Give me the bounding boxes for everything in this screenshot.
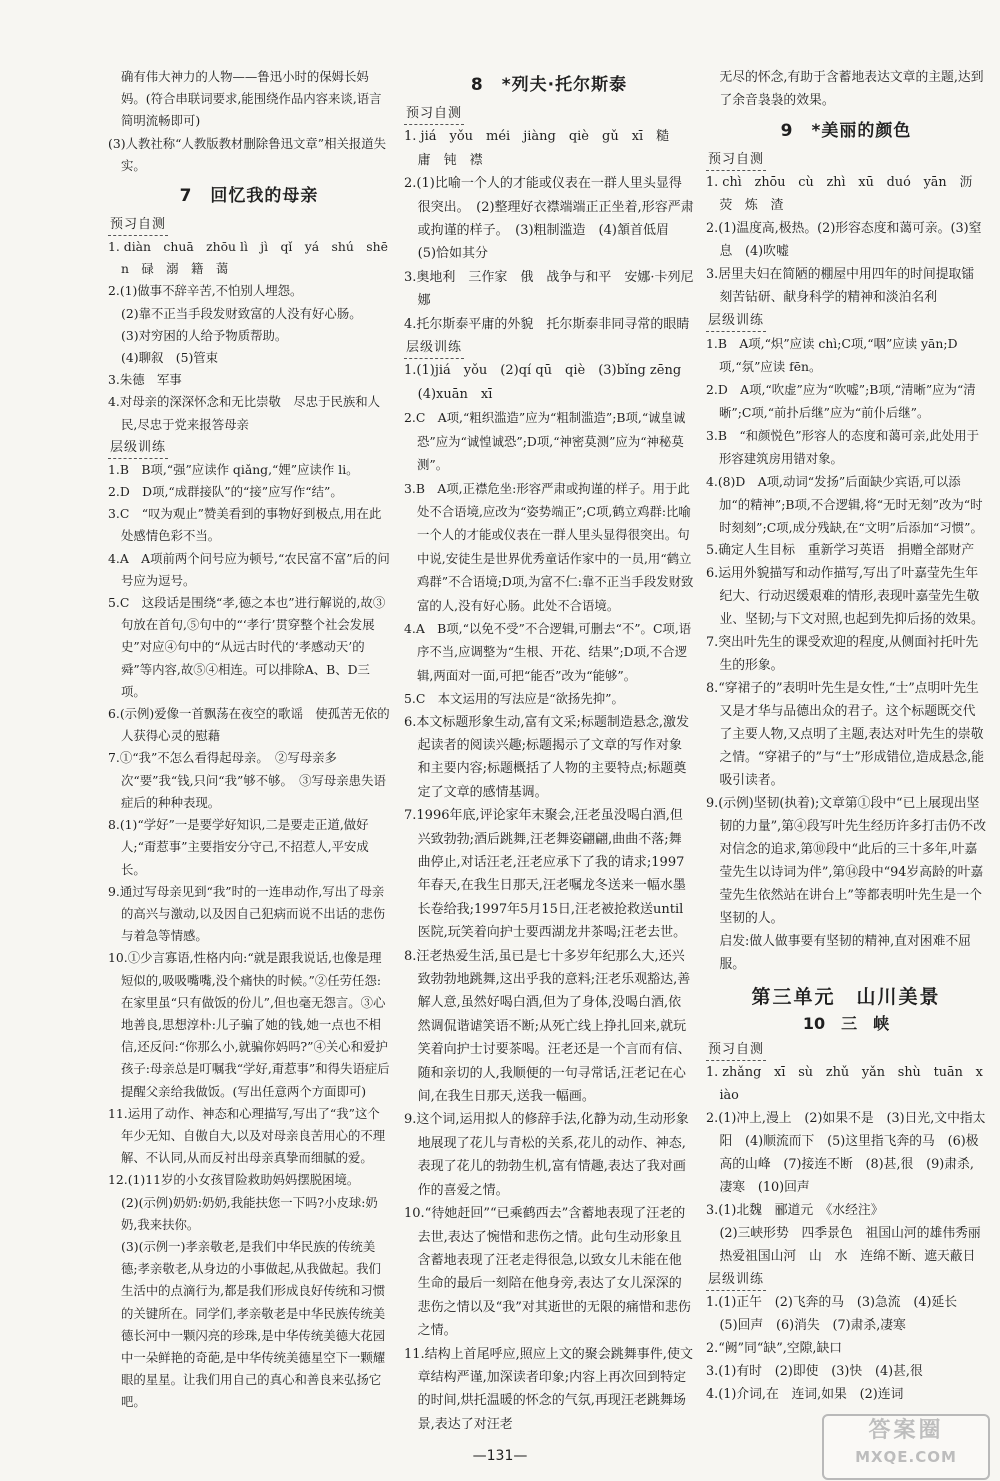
answer-item: (3)(示例一)孝亲敬老,是我们中华民族的传统美德;孝亲敬老,从身边的小事做起,从我做起。我们生活中的点滴行为,都是我们形成良好传统和习惯的关键所在。同学们,孝亲敬老是中华民族传统美德长河中一颗闪亮的珍珠,是中华传统美德大花园中一朵鲜艳的奇葩,是中华传统美德星空下一颗耀眼的星星。让我们用自己的真心和善良来弘扬它吧。 bbox=[121, 1238, 386, 1410]
section-label-training: 层级训练 bbox=[706, 311, 766, 332]
answer-item: 4.(8)D A项,动词“发扬”后面缺少宾语,可以添加“的精神”;B项,不合逻辑,将“无时无刻”改为“时时刻刻”;C项,成分残缺,在“文明”后添加“习惯”。 bbox=[706, 474, 983, 535]
watermark-text: 答案圈 bbox=[868, 1418, 944, 1443]
answer-item: 5.C 这段话是围绕“孝,德之本也”进行解说的,故③句放在首句,⑤句中的“‘孝行’贯穿整个社会发展史”对应④句中的“从远古时代的‘孝感动天’的舜”等内容,故⑤④相连。可以排除A、B、D三项。 bbox=[108, 595, 386, 699]
answer-item: 1. chì zhōu cù zhì xū duó yān 沥 荧 炼 渣 bbox=[706, 175, 986, 213]
answer-item: 7.①“我”不怎么看得起母亲。 ②写母亲多次“要”我“钱,只问“我”够不够。 ③写母亲患失语症后的种种表现。 bbox=[108, 750, 386, 810]
answer-item: 10.“待她赶回”“已乘鹤西去”含蓄地表现了汪老的去世,表达了惋惜和悲伤之情。此句生动形象且含蓄地表现了汪老走得很急,以致女儿未能在他生命的最后一刻陪在他身旁,表达了女儿深深的悲伤之情以及“我”对其逝世的无限的痛惜和悲伤之情。 bbox=[404, 1206, 691, 1339]
answer-item: 4.A B项,“以免不受”不合逻辑,可删去“不”。C项,语序不当,应调整为“生根、开花、结果”;D项,不合逻辑,两面对一面,可把“能否”改为“能够”。 bbox=[404, 620, 692, 683]
answer-item: 2.C A项,“粗织滥造”应为“粗制滥造”;B项,“诚皇诚恐”应为“诚惶诚恐”;D项,“神密莫测”应为“神秘莫测”。 bbox=[404, 410, 686, 473]
answer-item: 1.(1)jiá yǒu (2)qí qū qiè (3)bǐng zēng (4)xuān xī bbox=[404, 363, 695, 402]
answer-item: 启发:做人做事要有坚韧的精神,直对困难不屈服。 bbox=[719, 934, 971, 972]
answer-item: 2.(1)温度高,极热。(2)形容态度和蔼可亲。(3)窒息 (4)吹嘘 bbox=[706, 221, 982, 259]
answer-item: 9.通过写母亲见到“我”时的一连串动作,写出了母亲的高兴与激动,以及因自己犯病而说不出话的悲伤与着急等情感。 bbox=[108, 883, 386, 944]
answer-item: 4.对母亲的深深怀念和无比崇敬 尽忠于民族和人民,尽忠于党来报答母亲 bbox=[108, 394, 381, 432]
answer-item: 3.B “和颜悦色”形容人的态度和蔼可亲,此处用于形容建筑房用错对象。 bbox=[706, 428, 979, 466]
answer-item: 12.(1)11岁的小女孩冒险救助妈妈摆脱困境。 bbox=[108, 1172, 360, 1188]
answer-item: 2.(1)冲上,漫上 (2)如果不是 (3)日光,文中指太阳 (4)顺流而下 (5)这里指飞奔的马 (6)极高的山峰 (7)接连不断 (8)甚,很 (9)肃杀,凄寒 (10)回声 bbox=[706, 1111, 986, 1195]
answer-item: 1.B B项,“强”应读作 qiǎng,“娌”应读作 li。 bbox=[108, 461, 359, 477]
answer-item: (2)(示例)奶奶:奶奶,我能扶您一下吗?小皮球:奶奶,我来扶你。 bbox=[121, 1194, 378, 1232]
column-middle bbox=[404, 66, 694, 1436]
answer-item: 3.B A项,正襟危坐:形容严肃或拘谨的样子。用于此处不合语境,应改为“姿势端正”;C项,鹤立鸡群:比喻一个人的才能或仪表在一群人里头显得很突出。句中说,安徒生是世界优秀童话作家中的一员,用“鹤立鸡群”不合语境;D项,为富不仁:靠不正当手段发财致富的人,没有好心肠。此处不合语境。 bbox=[404, 480, 694, 613]
lesson-title: 7 回忆我的母亲 bbox=[179, 186, 319, 207]
answer-item: 9.这个词,运用拟人的修辞手法,化静为动,生动形象地展现了花儿与青松的关系,花儿的动作、神态,表现了花儿的勃勃生机,富有情趣,表达了我对画作的喜爱之情。 bbox=[404, 1112, 689, 1198]
answer-item: (4)聊叙 (5)管束 bbox=[121, 350, 219, 366]
answer-item: 1.(1)正午 (2)飞奔的马 (3)急流 (4)延长 (5)回声 (6)消失 (7)肃杀,凄寒 bbox=[706, 1295, 970, 1333]
continued-text: 无尽的怀念,有助于含蓄地表达文章的主题,达到了余音袅袅的效果。 bbox=[719, 70, 984, 108]
answer-item: (2)三峡形势 四季景色 祖国山河的雄伟秀丽 热爱祖国山河 山 水 连绵不断、遮天蔽日 bbox=[719, 1226, 994, 1264]
answer-item: 2.(1)做事不辞辛苦,不怕别人埋怨。 bbox=[108, 283, 303, 299]
watermark-logo bbox=[822, 1414, 990, 1480]
watermark-url: MXQE.COM bbox=[855, 1448, 957, 1466]
answer-item: (3)对穷困的人给予物质帮助。 bbox=[121, 327, 288, 343]
section-label-training: 层级训练 bbox=[706, 1270, 766, 1291]
continued-text: 确有伟大神力的人物——鲁迅小时的保姆长妈妈。(符合串联词要求,能围绕作品内容来谈,语言简明流畅即可) bbox=[121, 69, 382, 129]
answer-item: 3.(1)有时 (2)即使 (3)快 (4)甚,很 bbox=[706, 1364, 923, 1379]
section-label-preview: 预习自测 bbox=[706, 150, 766, 171]
answer-item: 1. jiá yǒu méi jiàng qiè gǔ xī 糙 庸 钝 襟 bbox=[404, 129, 683, 168]
lesson-title: 8 *列夫·托尔斯泰 bbox=[470, 75, 628, 95]
answer-item: 3.朱德 军事 bbox=[108, 372, 182, 388]
page-number: —131— bbox=[472, 1448, 528, 1464]
answer-item: 11.结构上首尾呼应,照应上文的聚会跳舞事件,使文章结构严谨,加深读者印象;内容上再次回到特定的时间,烘托温暖的怀念的气氛,再现汪老跳舞场景,表达了对汪老 bbox=[404, 1346, 693, 1432]
answer-item: 7.1996年底,评论家年末聚会,汪老虽没喝白酒,但兴致勃勃;酒后跳舞,汪老舞姿翩翩,曲曲不落;舞曲停止,对话汪老,汪老应承下了我的请求;1997年春天,在我生日那天,汪老嘱龙冬送来一幅水墨长卷给我;1997年5月15日,汪老被抢救送until医院,玩笑着向护士要西湖龙井茶喝;汪老去世。 bbox=[404, 808, 687, 941]
answer-item: 9.(示例)坚韧(执着);文章第①段中“已上展现出坚韧的力量”,第④段写叶先生经历许多打击仍不改对信念的追求,第⑩段中“此后的三十多年,叶嘉莹先生以诗词为伴”,第⑭段中“94岁高龄的叶嘉莹先生依然站在讲台上”等都表明叶先生是一个坚韧的人。 bbox=[706, 796, 986, 926]
answer-item: 4.托尔斯泰平庸的外貌 托尔斯泰非同寻常的眼睛 bbox=[404, 316, 690, 332]
unit-title: 第三单元 山川美景 bbox=[751, 986, 941, 1008]
answer-item: 6.(示例)爱像一首飘荡在夜空的歌谣 使孤苦无依的人获得心灵的慰藉 bbox=[108, 706, 390, 744]
answer-item: 2.D D项,“成群接队”的“接”应写作“结”。 bbox=[108, 484, 343, 500]
answer-item: 6.运用外貌描写和动作描写,写出了叶嘉莹先生年纪大、行动迟缓艰难的情形,表现叶嘉莹先生敬业、坚韧;与下文对照,也起到先抑后扬的效果。 bbox=[706, 566, 984, 627]
answer-item: 3.居里夫妇在简陋的棚屋中用四年的时间提取镭 刻苦钻研、献身科学的精神和淡泊名利 bbox=[706, 267, 987, 305]
section-label-training: 层级训练 bbox=[108, 438, 168, 459]
answer-item: 4.(1)介词,在 连词,如果 (2)连词 bbox=[706, 1387, 904, 1402]
answer-item: 2.“阙”同“缺”,空隙,缺口 bbox=[706, 1341, 843, 1356]
answer-item: 11.运用了动作、神态和心理描写,写出了“我”这个年少无知、自傲自大,以及对母亲良苦用心的不理解、不认同,从而反衬出母亲真挚而细腻的爱。 bbox=[108, 1105, 386, 1166]
answer-item: 10.①少言寡语,性格内向:“就是跟我说话,也像是理短似的,吸吸嘴嘴,没个痛快的时候。”②任劳任怨:在家里虽“只有做饭的份儿”,但也毫无怨言。③心地善良,思想淳朴:儿子骗了她的钱,她一点也不相信,还反问:“你那么小,就骗你妈吗?”④关心和爱护孩子:母亲总是叮嘱我“学好,甭惹事”和得失语症后提醒父亲给我做饭。(写出任意两个方面即可) bbox=[108, 950, 390, 1099]
lesson-title: 10 三 峡 bbox=[802, 1014, 890, 1033]
answer-item: 3.(1)北魏 郦道元 《水经注》 bbox=[706, 1203, 884, 1218]
section-label-preview: 预习自测 bbox=[404, 104, 464, 125]
answer-item: 1. zhǎng xī sù zhǔ yǎn shù tuān xiào bbox=[706, 1065, 983, 1103]
answer-item: 3.C “叹为观止”赞美看到的事物好到极点,用在此处感情色彩不当。 bbox=[108, 506, 382, 544]
answer-item: 1. diàn chuā zhōu lì jì qǐ yá shú shēn 碌 溺 籍 蔼 bbox=[108, 239, 388, 277]
answer-item: 1.B A项,“炽”应读 chì;C项,“咽”应读 yān;D项,“氛”应读 fēn。 bbox=[706, 336, 958, 374]
section-label-preview: 预习自测 bbox=[706, 1040, 766, 1061]
answer-item: 3.奥地利 三作家 俄 战争与和平 安娜·卡列尼娜 bbox=[404, 269, 694, 309]
answer-item: 4.A A项前两个问号应为顿号,“农民富不富”后的问号应为逗号。 bbox=[108, 550, 390, 588]
answer-item: 5.C 本文运用的写法应是“欲扬先抑”。 bbox=[404, 691, 624, 707]
section-label-training: 层级训练 bbox=[404, 338, 464, 359]
answer-item: 5.确定人生目标 重新学习英语 捐赠全部财产 bbox=[706, 543, 975, 558]
column-right bbox=[706, 66, 994, 1406]
answer-item: 6.本文标题形象生动,富有文采;标题制造悬念,激发起读者的阅读兴趣;标题揭示了文章的写作对象和主要内容;标题概括了人物的主要特点;标题奠定了文章的感情基调。 bbox=[404, 714, 690, 800]
answer-item: 2.(1)比喻一个人的才能或仪表在一群人里头显得很突出。 (2)整理好衣襟端端正正坐着,形容严肃或拘谨的样子。 (3)粗制滥造 (4)頷首低眉 (5)恰如其分 bbox=[404, 176, 694, 262]
answer-item: 8.(1)“学好”一是要学好知识,二是要走正道,做好人;“甭惹事”主要指安分守己,不招惹人,平安成长。 bbox=[108, 817, 369, 877]
answer-item: 8.汪老热爱生活,虽已是七十多岁年纪那么大,还兴致勃勃地跳舞,这出乎我的意料;汪老乐观豁达,善解人意,虽然好喝白酒,但为了身体,没喝白酒,依然调侃谐谑笑语不断;从死亡线上挣扎回来,就玩笑着向护士讨要茶喝。汪老还是一个言而有信、随和亲切的人,我顺便的一句寻常话,汪老记在心间,在我生日那天,送我一幅画。 bbox=[404, 948, 691, 1105]
column-left bbox=[108, 66, 390, 1414]
lesson-title: 9 *美丽的颜色 bbox=[780, 121, 912, 141]
continued-text: (3)人教社称“人教版教材删除鲁迅文章”相关报道失实。 bbox=[108, 135, 387, 173]
section-label-preview: 预习自测 bbox=[108, 215, 168, 236]
answer-item: 7.突出叶先生的课受欢迎的程度,从侧面衬托叶先生的形象。 bbox=[706, 635, 979, 673]
answer-item: (2)靠不正当手段发财致富的人没有好心肠。 bbox=[121, 305, 362, 321]
answer-item: 2.D A项,“吹虚”应为“吹嘘”;B项,“清晰”应为“清晰”;C项,“前扑后继”应为“前仆后继”。 bbox=[706, 382, 976, 420]
answer-item: 8.“穿裙子的”表明叶先生是女性,“士”点明叶先生又是才华与品德出众的君子。这个标题既交代了主要人物,又点明了主题,表达对叶先生的崇敬之情。“穿裙子的”与“士”形成错位,造成悬念,能吸引读者。 bbox=[706, 681, 985, 788]
